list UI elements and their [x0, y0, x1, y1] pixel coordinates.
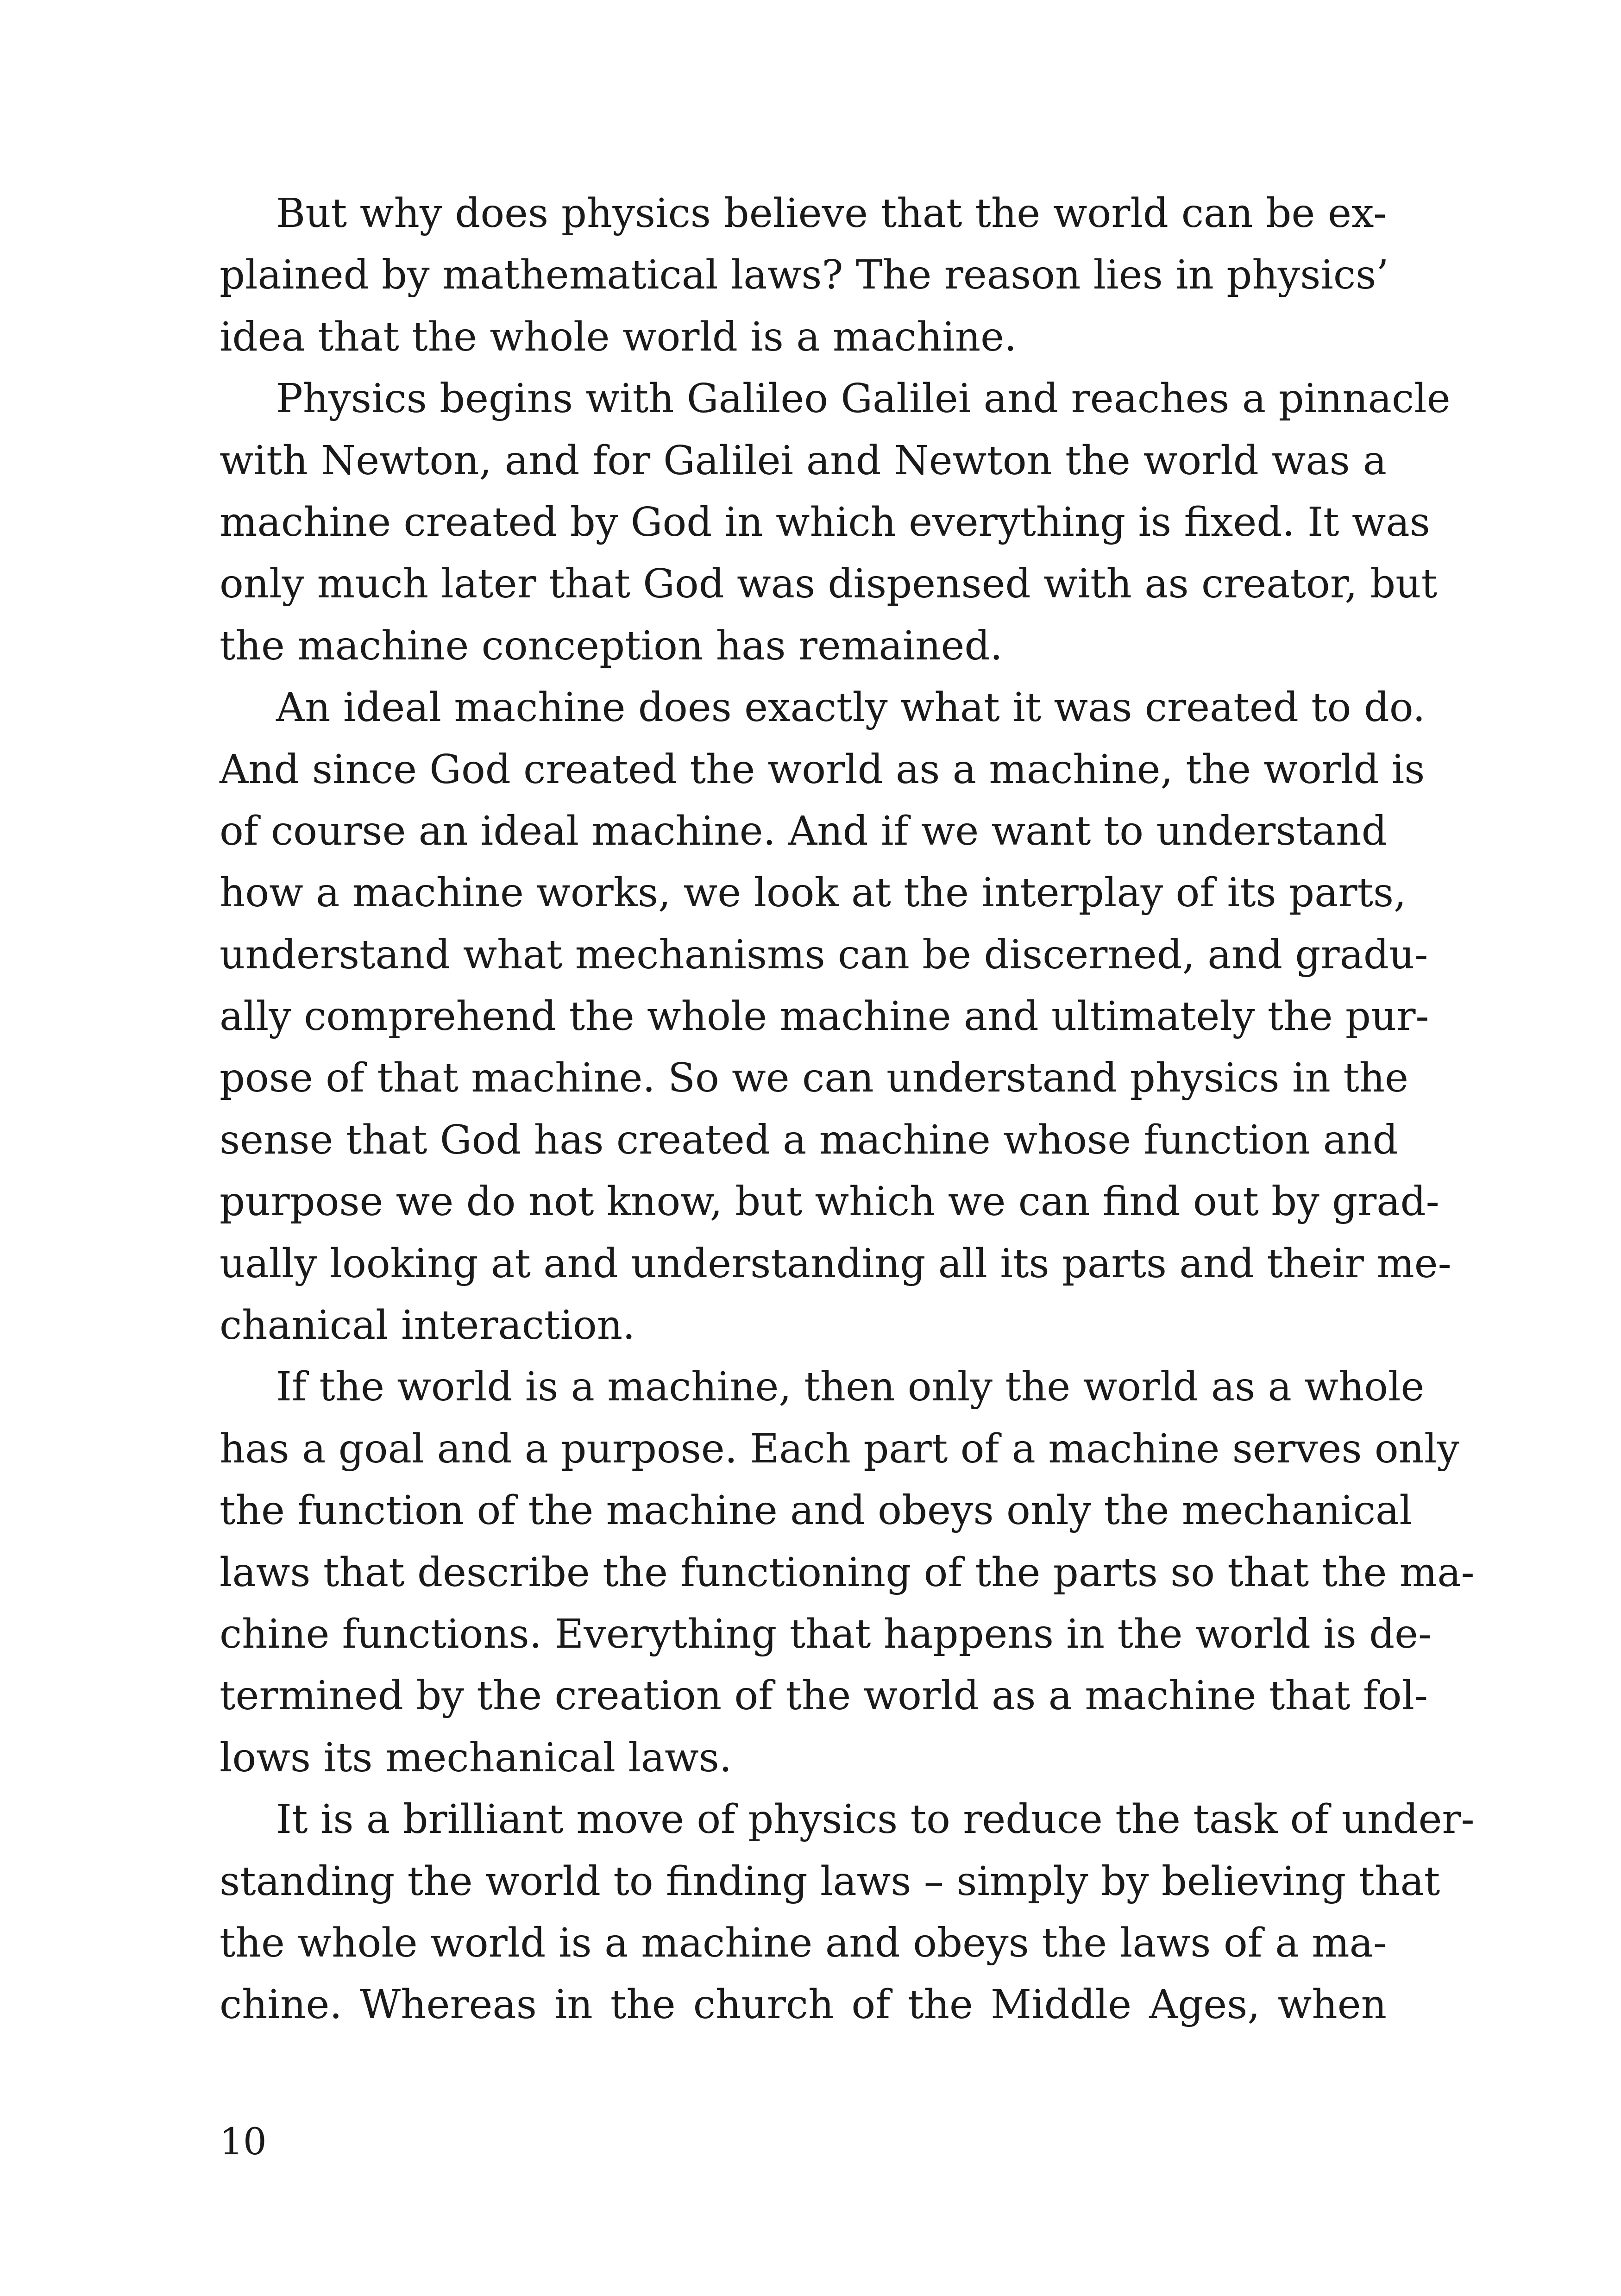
paragraph [220, 1356, 1475, 1789]
text-line: sense that God has created a machine whose function and [220, 1117, 1398, 1163]
paragraph [220, 368, 1451, 677]
body-text [220, 183, 1475, 2036]
paragraph [220, 1789, 1475, 2036]
text-line: It is a brilliant move of physics to reduce the task of under- [276, 1796, 1475, 1843]
text-line: An ideal machine does exactly what it was created to do. [276, 684, 1426, 731]
text-line: idea that the whole world is a machine. [220, 314, 1017, 360]
page-number: 10 [220, 2120, 267, 2163]
text-line: plained by mathematical laws? The reason lies in physics’ [220, 252, 1389, 299]
text-line: Physics begins with Galileo Galilei and reaches a pinnacle [276, 376, 1451, 422]
paragraph [220, 183, 1387, 368]
text-line: standing the world to finding laws – simply by believing that [220, 1858, 1440, 1905]
text-line: ually looking at and understanding all its parts and their me- [220, 1240, 1451, 1287]
text-line: the machine conception has remained. [220, 622, 1003, 669]
text-line: has a goal and a purpose. Each part of a machine serves only [220, 1425, 1460, 1472]
text-line: the function of the machine and obeys only the mechanical [220, 1487, 1412, 1534]
text-line: only much later that God was dispensed with as creator, but [220, 561, 1438, 608]
text-line: ally comprehend the whole machine and ultimately the pur- [220, 993, 1429, 1040]
text-line: purpose we do not know, but which we can find out by grad- [220, 1179, 1439, 1225]
text-line: of course an ideal machine. And if we want to understand [220, 808, 1387, 854]
text-line: pose of that machine. So we can understand physics in the [220, 1055, 1409, 1102]
text-line: chanical interaction. [220, 1302, 635, 1349]
text-line: lows its mechanical laws. [220, 1734, 732, 1781]
text-line: chine functions. Everything that happens in the world is de- [220, 1611, 1432, 1657]
text-line: the whole world is a machine and obeys the laws of a ma- [220, 1920, 1387, 1966]
text-line: And since God created the world as a machine, the world is [220, 746, 1425, 793]
text-line: machine created by God in which everything is fixed. It was [220, 499, 1430, 546]
text-line: But why does physics believe that the world can be ex- [276, 190, 1387, 237]
text-line: how a machine works, we look at the interplay of its parts, [220, 870, 1407, 916]
text-line: chine. Whereas in the church of the Middle Ages, when [220, 1982, 1387, 2028]
text-line: with Newton, and for Galilei and Newton the world was a [220, 437, 1387, 484]
text-line: laws that describe the functioning of the parts so that the ma- [220, 1549, 1475, 1596]
text-line: understand what mechanisms can be discerned, and gradu- [220, 931, 1428, 978]
text-line: termined by the creation of the world as a machine that fol- [220, 1673, 1428, 1719]
paragraph [220, 677, 1451, 1356]
text-line: If the world is a machine, then only the world as a whole [276, 1364, 1425, 1411]
